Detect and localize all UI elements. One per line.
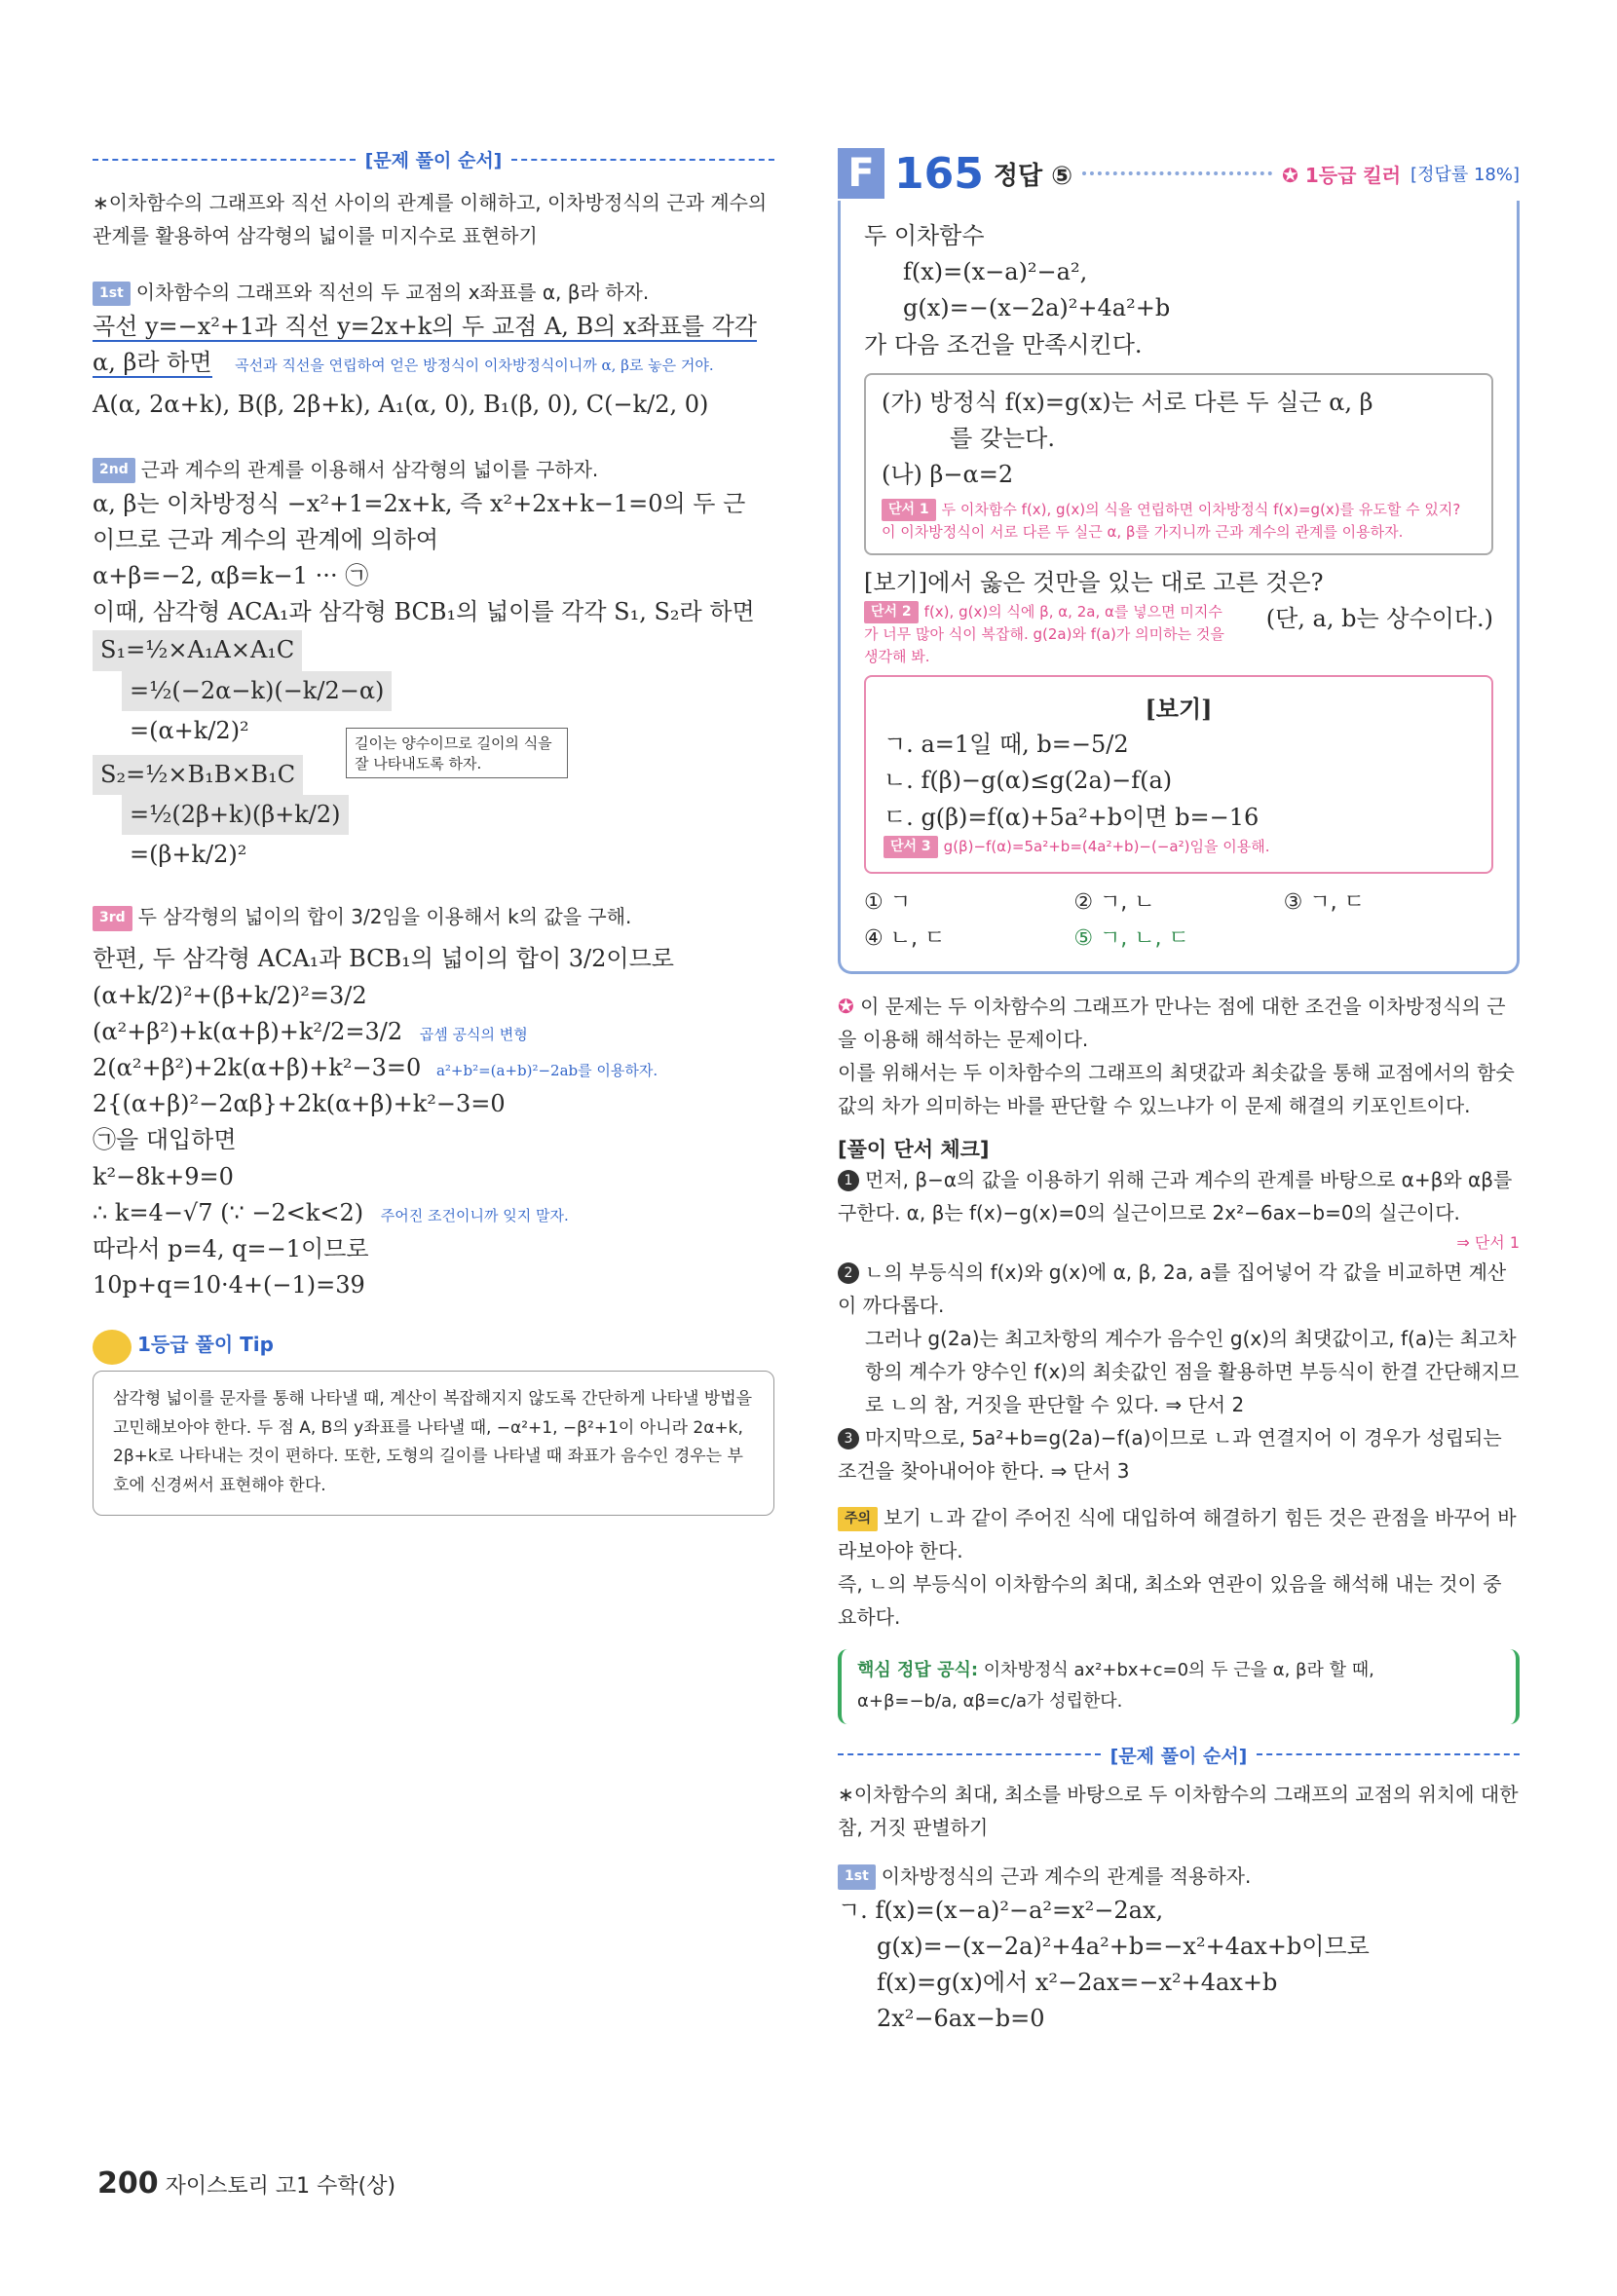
answer-choices bbox=[864, 885, 1493, 952]
s2-c: =(β+k/2)² bbox=[130, 841, 247, 869]
solution-intro2: 이를 위해서는 두 이차함수의 그래프의 최댓값과 최솟값을 통해 교점에서의 함숫값의 차가 의미하는 바를 판단할 수 있느냐가 이 문제 해결의 키포인트이다. bbox=[838, 1060, 1515, 1117]
right-step1-l2: g(x)=−(x−2a)²+4a²+b=−x²+4ax+b이므로 bbox=[877, 1932, 1370, 1960]
s2-a: S₂=½×B₁B×B₁C bbox=[93, 755, 303, 795]
caution: 주의 보기 ㄴ과 같이 주어진 식에 대입하여 해결하기 힘든 것은 관점을 바꾸어 바라보아야 한다. bbox=[838, 1505, 1517, 1562]
right-step1-badge: 1st bbox=[838, 1864, 876, 1890]
page-number: 200 bbox=[97, 2166, 159, 2201]
caution-badge: 주의 bbox=[838, 1507, 878, 1532]
step2-line4: 이때, 삼각형 ACA₁과 삼각형 BCB₁의 넓이를 각각 S₁, S₂라 하면 bbox=[93, 598, 755, 626]
number-3-icon: 3 bbox=[838, 1428, 859, 1449]
problem-line2: 가 다음 조건을 만족시킨다. bbox=[864, 330, 1143, 358]
s1-c: =(α+k/2)² bbox=[130, 716, 249, 744]
right-step1-l4: 2x²−6ax−b=0 bbox=[877, 2005, 1045, 2033]
order-title: [문제 풀이 순서] bbox=[93, 146, 774, 172]
check-1: 1 먼저, β−α의 값을 이용하기 위해 근과 계수의 관계를 바탕으로 α+β와 αβ를 구한다. α, β는 f(x)−g(x)=0의 실근이므로 2x²−6ax−b=0의 실근이다. ⇒ 단서 1 bbox=[838, 1163, 1520, 1256]
step2-line3: α+β=−2, αβ=k−1 ··· ㉠ bbox=[93, 561, 369, 589]
left-column bbox=[93, 146, 774, 1516]
step3-line10: 10p+q=10·4+(−1)=39 bbox=[93, 1271, 365, 1299]
grade-label: ✪ 1등급 킬러 bbox=[1282, 163, 1402, 187]
intro-text-2: ∗이차함수의 최대, 최소를 바탕으로 두 이차함수의 그래프의 교점의 위치에 대한 참, 거짓 판별하기 bbox=[838, 1782, 1519, 1839]
step2-line2: 이므로 근과 계수의 관계에 의하여 bbox=[93, 525, 439, 553]
key-body2: α+β=−b/a, αβ=c/a가 성립한다. bbox=[857, 1691, 1123, 1713]
hint1-badge: 단서 1 bbox=[882, 499, 936, 521]
condition-na: (나) β−α=2 bbox=[882, 461, 1014, 489]
right-step1-l1: ㄱ. f(x)=(x−a)²−a²=x²−2ax, bbox=[838, 1896, 1164, 1924]
hint2: 단서 2 f(x), g(x)의 식에 β, α, 2a, α를 넣으면 미지수가 너무 많아 식이 복잡해. g(2a)와 f(a)가 의미하는 것을 생각해 봐. bbox=[864, 603, 1224, 665]
length-note: 길이는 양수이므로 길이의 식을 잘 나타내도록 하자. bbox=[346, 728, 568, 778]
caution-2: 즉, ㄴ의 부등식이 이차함수의 최대, 최소와 연관이 있음을 해석해 내는 것이 중요하다. bbox=[838, 1571, 1502, 1629]
check-1-ref: ⇒ 단서 1 bbox=[1456, 1232, 1520, 1252]
hint3: 단서 3 g(β)−f(α)=5a²+b=(4a²+b)−(−a²)임을 이용해. bbox=[884, 836, 1474, 858]
tip-section bbox=[93, 1329, 774, 1516]
condition-ga: (가) 방정식 f(x)=g(x)는 서로 다른 두 실근 α, β bbox=[882, 388, 1373, 416]
step3-line4: 2(α²+β²)+2k(α+β)+k²−3=0 a²+b²=(a+b)²−2ab를 이용하자. bbox=[93, 1054, 658, 1081]
right-step1-l3: f(x)=g(x)에서 x²−2ax=−x²+4ax+b bbox=[877, 1969, 1278, 1997]
problem-number: 165 bbox=[894, 148, 984, 199]
answer-label: 정답 ⑤ bbox=[993, 161, 1073, 191]
s2-b: =½(2β+k)(β+k/2) bbox=[122, 795, 349, 835]
bogi-item-3: ㄷ. g(β)=f(α)+5a²+b이면 b=−16 bbox=[884, 803, 1260, 831]
problem-box bbox=[838, 201, 1520, 974]
choice-2[interactable]: ② ㄱ, ㄴ bbox=[1073, 889, 1155, 915]
step1-line1: 곡선 y=−x²+1과 직선 y=2x+k의 두 교점 A, B의 x좌표를 각각 bbox=[93, 313, 757, 340]
step2-line1: α, β는 이차방정식 −x²+1=2x+k, 즉 x²+2x+k−1=0의 두 근 bbox=[93, 489, 746, 517]
step2-badge: 2nd bbox=[93, 458, 135, 483]
bee-icon bbox=[93, 1330, 132, 1365]
question-text: [보기]에서 옳은 것만을 있는 대로 고른 것은? bbox=[864, 568, 1324, 596]
correct-rate: [정답률 18%] bbox=[1410, 165, 1520, 185]
problem-line1: 두 이차함수 bbox=[864, 222, 985, 249]
check-2: 2 ㄴ의 부등식의 f(x)와 g(x)에 α, β, 2a, a를 집어넣어 각 값을 비교하면 계산이 까다롭다. 그러나 g(2a)는 최고차항의 계수가 음수인 g(x)의 최댓값이고, f(a)는 최고차항의 계수가 양수인 f(x)의 최솟값인 점을 활용하면 부등식이 한결 간단해지므로 ㄴ의 참, 거짓을 판단할 수 있다. ⇒ 단서 2 bbox=[838, 1256, 1520, 1421]
condition-box bbox=[864, 373, 1493, 555]
choice-1[interactable]: ① ㄱ bbox=[864, 889, 911, 915]
step3-note1: 곱셈 공식의 변형 bbox=[419, 1025, 528, 1043]
number-2-icon: 2 bbox=[838, 1262, 859, 1284]
bogi-title: [보기] bbox=[1145, 695, 1213, 723]
step3-heading: 3rd 두 삼각형의 넓이의 합이 3/2임을 이용해서 k의 값을 구해. bbox=[93, 900, 774, 933]
constants-note: (단, a, b는 상수이다.) bbox=[1265, 605, 1493, 632]
step3-note1b: a²+b²=(a+b)²−2ab를 이용하자. bbox=[435, 1062, 658, 1079]
choice-4[interactable]: ④ ㄴ, ㄷ bbox=[864, 925, 946, 951]
step1-badge: 1st bbox=[93, 282, 131, 307]
area-derivation bbox=[93, 630, 774, 875]
step1-heading: 1st 이차함수의 그래프와 직선의 두 교점의 x좌표를 α, β라 하자. bbox=[93, 276, 774, 309]
step3-line1: 한편, 두 삼각형 ACA₁과 BCB₁의 넓이의 합이 3/2이므로 bbox=[93, 945, 674, 973]
hint1: 단서 1 두 이차함수 f(x), g(x)의 식을 연립하면 이차방정식 f(x)=g(x)를 유도할 수 있지? 이 이차방정식이 서로 다른 두 실근 α, β를 가지니까 근과 계수의 관계를 이용하자. bbox=[882, 501, 1461, 542]
key-formula-box: 핵심 정답 공식: 이차방정식 ax²+bx+c=0의 두 근을 α, β라 할 때, α+β=−b/a, αβ=c/a가 성립한다. bbox=[838, 1649, 1520, 1724]
step2-heading: 2nd 근과 계수의 관계를 이용해서 삼각형의 넓이를 구하자. bbox=[93, 453, 774, 486]
number-1-icon: 1 bbox=[838, 1170, 859, 1191]
bogi-box bbox=[864, 675, 1493, 874]
step1-line2: α, β라 하면 곡선과 직선을 연립하여 얻은 방정식이 이차방정식이니까 α, β로 놓은 거야. bbox=[93, 349, 714, 377]
header-divider bbox=[1082, 171, 1272, 175]
solution-intro1: ✪ 이 문제는 두 이차함수의 그래프가 만나는 점에 대한 조건을 이차방정식의 근을 이용해 해석하는 문제이다. bbox=[838, 994, 1506, 1051]
key-title: 핵심 정답 공식: bbox=[857, 1659, 979, 1680]
tip-box: 삼각형 넓이를 문자를 통해 나타낼 때, 계산이 복잡해지지 않도록 간단하게 나타낼 방법을 고민해보아야 한다. 두 점 A, B의 y좌표를 나타낼 때, −α²+1, −β²+1이 아니라 2α+k, 2β+k로 나타내는 것이 편하다. 또한, 도형의 길이를 나타낼 때 좌표가 음수인 경우는 부호에 신경써서 표현해야 한다. bbox=[93, 1371, 774, 1516]
check-2b: 그러나 g(2a)는 최고차항의 계수가 음수인 g(x)의 최댓값이고, f(a)는 최고차항의 계수가 양수인 f(x)의 최솟값인 점을 활용하면 부등식이 한결 간단해지므로 ㄴ의 참, 거짓을 판단할 수 있다. ⇒ 단서 2 bbox=[865, 1326, 1520, 1416]
difficulty-badge: F bbox=[838, 148, 884, 199]
step1-note: 곡선과 직선을 연립하여 얻은 방정식이 이차방정식이니까 α, β로 놓은 거야. bbox=[235, 357, 714, 375]
check-3: 3 마지막으로, 5a²+b=g(2a)−f(a)이므로 ㄴ과 연결지어 이 경우가 성립되는 조건을 찾아내어야 한다. ⇒ 단서 3 bbox=[838, 1425, 1502, 1483]
tip-title: 1등급 풀이 Tip bbox=[137, 1333, 274, 1357]
s1-b: =½(−2α−k)(−k/2−α) bbox=[122, 671, 392, 711]
choice-5[interactable]: ⑤ ㄱ, ㄴ, ㄷ bbox=[1073, 925, 1189, 951]
problem-header bbox=[838, 146, 1520, 201]
right-column bbox=[838, 146, 1520, 2037]
book-title: 자이스토리 고1 수학(상) bbox=[165, 2174, 396, 2199]
choice-3[interactable]: ③ ㄱ, ㄷ bbox=[1283, 889, 1365, 915]
s1-a: S₁=½×A₁A×A₁C bbox=[93, 630, 302, 670]
step3-line3: (α²+β²)+k(α+β)+k²/2=3/2 곱셈 공식의 변형 bbox=[93, 1017, 528, 1045]
step3-line5: 2{(α+β)²−2αβ}+2k(α+β)+k²−3=0 bbox=[93, 1090, 506, 1118]
tip-header bbox=[93, 1329, 774, 1365]
hint2-badge: 단서 2 bbox=[864, 601, 919, 623]
star-icon: ✪ bbox=[838, 994, 854, 1018]
step3-line2: (α+k/2)²+(β+k/2)²=3/2 bbox=[93, 981, 367, 1009]
order-title-2: [문제 풀이 순서] bbox=[838, 1742, 1520, 1768]
page-footer bbox=[97, 2166, 395, 2201]
intro-text: ∗이차함수의 그래프와 직선 사이의 관계를 이해하고, 이차방정식의 근과 계수의 관계를 활용하여 삼각형의 넓이를 미지수로 표현하기 bbox=[93, 191, 768, 247]
problem-f: f(x)=(x−a)²−a², bbox=[903, 258, 1088, 286]
step3-badge: 3rd bbox=[93, 906, 132, 931]
condition-ga2: 를 갖는다. bbox=[950, 424, 1055, 452]
hint3-badge: 단서 3 bbox=[884, 836, 938, 858]
check-title: [풀이 단서 체크] bbox=[838, 1137, 990, 1161]
right-step1-heading: 1st 이차방정식의 근과 계수의 관계를 적용하자. bbox=[838, 1860, 1520, 1893]
step3-line8: ∴ k=4−√7 (∵ −2<k<2) 주어진 조건이니까 잊지 말자. bbox=[93, 1198, 569, 1226]
step3-line9: 따라서 p=4, q=−1이므로 bbox=[93, 1234, 369, 1262]
bogi-item-1: ㄱ. a=1일 때, b=−5/2 bbox=[884, 731, 1129, 759]
step3-line7: k²−8k+9=0 bbox=[93, 1162, 234, 1190]
problem-g: g(x)=−(x−2a)²+4a²+b bbox=[903, 294, 1171, 322]
step3-line6: ㉠을 대입하면 bbox=[93, 1126, 237, 1154]
bogi-item-2: ㄴ. f(β)−g(α)≤g(2a)−f(a) bbox=[884, 767, 1173, 795]
step1-points: A(α, 2α+k), B(β, 2β+k), A₁(α, 0), B₁(β, 0), C(−k/2, 0) bbox=[93, 391, 709, 419]
hint2-row bbox=[864, 601, 1493, 667]
step3-note2: 주어진 조건이니까 잊지 말자. bbox=[380, 1206, 569, 1224]
